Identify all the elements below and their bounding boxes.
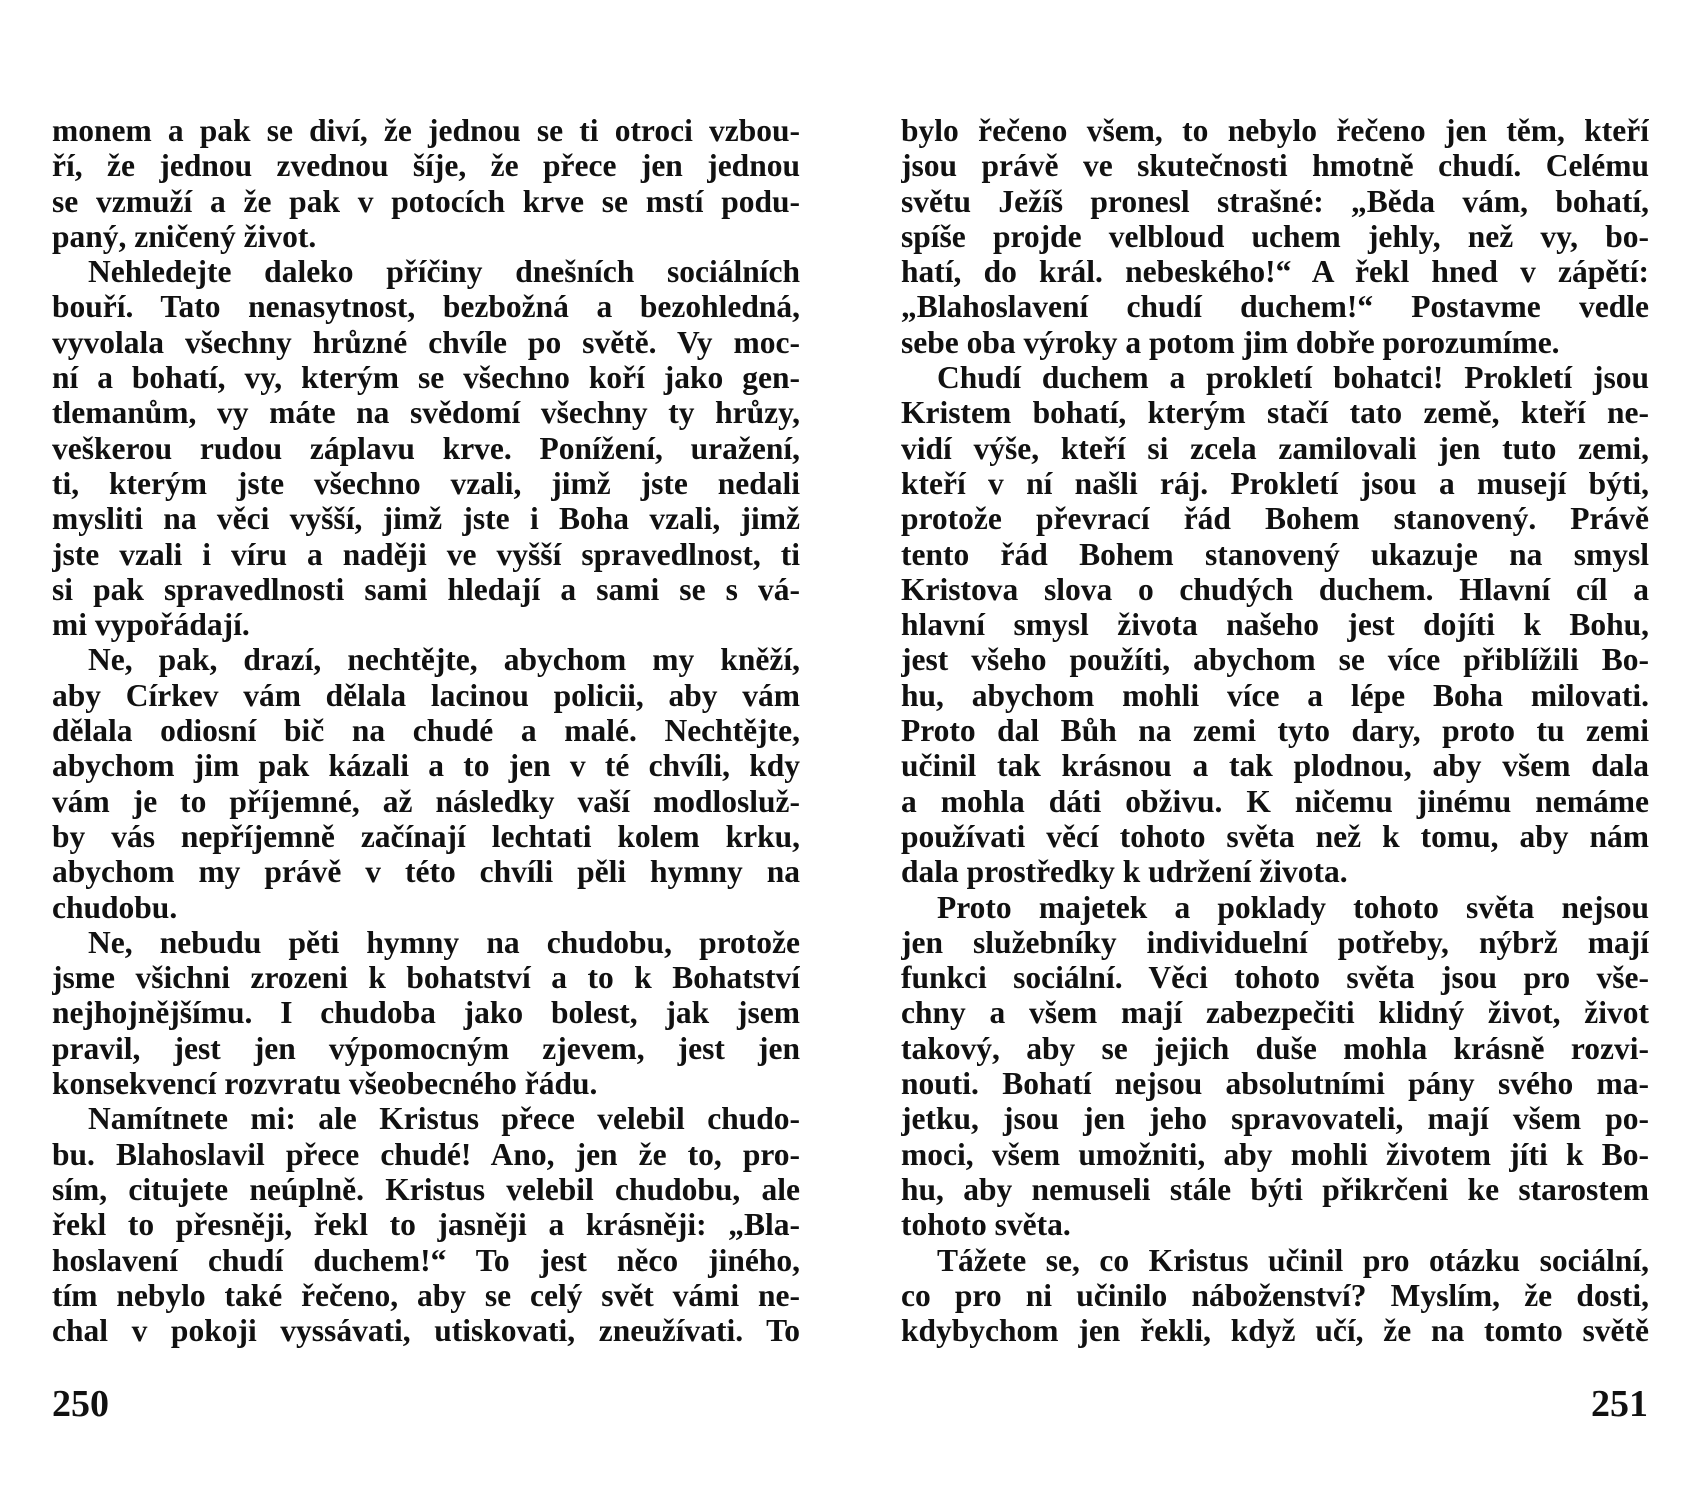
- text-line: bu. Blahoslavil přece chudé! Ano, jen že to, pro-: [52, 1136, 800, 1172]
- text-line: ní a bohatí, vy, kterým se všechno koří jako gen-: [52, 360, 800, 396]
- text-line: se vzmuží a že pak v potocích krve se mstí podu-: [52, 183, 800, 219]
- text-line: mysliti na věci vyšší, jimž jste i Boha vzali, jimž: [52, 501, 800, 537]
- text-line: dělala odiosní bič na chudé a malé. Nechtějte,: [52, 713, 800, 749]
- text-line: tlemanům, vy máte na svědomí všechny ty hrůzy,: [52, 395, 800, 431]
- text-line: jsme všichni zrozeni k bohatství a to k Bohatství: [52, 960, 800, 996]
- text-line: co pro ni učinilo náboženství? Myslím, že dosti,: [901, 1277, 1649, 1313]
- text-line: chal v pokoji vyssávati, utiskovati, zneužívati. To: [52, 1313, 800, 1349]
- text-line: „Blahoslavení chudí duchem!“ Postavme vedle: [901, 289, 1649, 325]
- text-line: vám je to příjemné, až následky vaší modlosluž-: [52, 783, 800, 819]
- text-line: protože převrací řád Bohem stanovený. Právě: [901, 501, 1649, 537]
- text-line: paný, zničený život.: [52, 218, 317, 254]
- text-line: abychom my právě v této chvíli pěli hymny na: [52, 854, 800, 890]
- text-line: monem a pak se diví, že jednou se ti otroci vzbou-: [52, 113, 800, 148]
- text-line: moci, všem umožniti, aby mohli životem jíti k Bo-: [901, 1136, 1649, 1172]
- text-line: Proto dal Bůh na zemi tyto dary, proto tu zemi: [901, 713, 1649, 749]
- text-line: hu, aby nemuseli stále býti přikrčeni ke starostem: [901, 1171, 1649, 1207]
- text-line: bylo řečeno všem, to nebylo řečeno jen těm, kteří: [901, 113, 1649, 148]
- text-line: sím, citujete neúplně. Kristus velebil chudobu, ale: [52, 1171, 800, 1207]
- right-page-number: 251: [1591, 1383, 1648, 1425]
- text-line: jetku, jsou jen jeho spravovateli, mají všem po-: [901, 1101, 1649, 1137]
- text-line: světu Ježíš pronesl strašné: „Běda vám, bohatí,: [901, 183, 1649, 219]
- text-line: řekl to přesněji, řekl to jasněji a krásněji: „Bla-: [52, 1207, 800, 1243]
- text-line: a mohla dáti obživu. K ničemu jinému nemáme: [901, 783, 1649, 819]
- text-line: konsekvencí rozvratu všeobecného řádu.: [52, 1066, 598, 1102]
- text-line: chudobu.: [52, 889, 178, 925]
- text-line: tento řád Bohem stanovený ukazuje na smysl: [901, 536, 1649, 572]
- text-line: nouti. Bohatí nejsou absolutními pány svého ma-: [901, 1066, 1649, 1102]
- text-line: Proto majetek a poklady tohoto světa nejsou: [937, 889, 1649, 925]
- text-line: ti, kterým jste všechno vzali, jimž jste nedali: [52, 465, 800, 501]
- text-line: funkci sociální. Věci tohoto světa jsou pro vše-: [901, 960, 1649, 996]
- text-line: dala prostředky k udržení života.: [901, 854, 1348, 890]
- text-line: nejhojnějšímu. I chudoba jako bolest, jak jsem: [52, 995, 800, 1031]
- text-line: jen služebníky individuelní potřeby, nýbrž mají: [901, 924, 1649, 960]
- text-line: jest všeho použíti, abychom se více přiblížili Bo-: [901, 642, 1649, 678]
- text-line: Chudí duchem a prokletí bohatci! Prokletí jsou: [937, 360, 1649, 396]
- text-line: pravil, jest jen výpomocným zjevem, jest jen: [52, 1030, 800, 1066]
- text-line: Ne, pak, drazí, nechtějte, abychom my kněží,: [88, 642, 800, 678]
- text-line: hu, abychom mohli více a lépe Boha milovati.: [901, 677, 1649, 713]
- text-line: si pak spravedlnosti sami hledají a sami se s vá-: [52, 571, 800, 607]
- text-line: hlavní smysl života našeho jest dojíti k Bohu,: [901, 607, 1649, 643]
- text-line: aby Církev vám dělala lacinou policii, aby vám: [52, 677, 800, 713]
- text-line: sebe oba výroky a potom jim dobře porozumíme.: [901, 324, 1560, 360]
- text-line: veškerou rudou záplavu krve. Ponížení, uražení,: [52, 430, 800, 466]
- text-line: Tážete se, co Kristus učinil pro otázku sociální,: [937, 1242, 1649, 1278]
- right-page-text: [901, 113, 1649, 1348]
- text-line: Ne, nebudu pěti hymny na chudobu, protože: [88, 924, 800, 960]
- text-line: spíše projde velbloud uchem jehly, než vy, bo-: [901, 218, 1649, 254]
- text-line: jste vzali i víru a naději ve vyšší spravedlnost, ti: [52, 536, 800, 572]
- text-line: jsou právě ve skutečnosti hmotně chudí. Celému: [901, 148, 1649, 184]
- text-line: bouří. Tato nenasytnost, bezbožná a bezohledná,: [52, 289, 800, 325]
- text-line: Namítnete mi: ale Kristus přece velebil chudo-: [88, 1101, 800, 1137]
- text-line: tohoto světa.: [901, 1207, 1071, 1243]
- text-line: chny a všem mají zabezpečiti klidný život, život: [901, 995, 1649, 1031]
- text-line: ří, že jednou zvednou šíje, že přece jen jednou: [52, 148, 800, 184]
- right-page: [851, 0, 1702, 1500]
- text-line: učinil tak krásnou a tak plodnou, aby všem dala: [901, 748, 1649, 784]
- text-line: vyvolala všechny hrůzné chvíle po světě. Vy moc-: [52, 324, 800, 360]
- text-line: takový, aby se jejich duše mohla krásně rozvi-: [901, 1030, 1649, 1066]
- text-line: hatí, do král. nebeského!“ A řekl hned v zápětí:: [901, 254, 1649, 290]
- text-line: Nehledejte daleko příčiny dnešních sociálních: [88, 254, 800, 290]
- text-line: Kristova slova o chudých duchem. Hlavní cíl a: [901, 571, 1649, 607]
- text-line: kdybychom jen řekli, když učí, že na tomto světě: [901, 1313, 1649, 1349]
- text-line: vidí výše, kteří si zcela zamilovali jen tuto zemi,: [901, 430, 1649, 466]
- text-line: by vás nepříjemně začínají lechtati kolem krku,: [52, 818, 800, 854]
- text-line: hoslavení chudí duchem!“ To jest něco jiného,: [52, 1242, 800, 1278]
- text-line: kteří v ní našli ráj. Prokletí jsou a musejí býti,: [901, 465, 1649, 501]
- text-line: Kristem bohatí, kterým stačí tato země, kteří ne-: [901, 395, 1649, 431]
- text-line: abychom jim pak kázali a to jen v té chvíli, kdy: [52, 748, 800, 784]
- left-page-number: 250: [52, 1383, 109, 1425]
- left-page-text: [52, 113, 800, 1348]
- text-line: tím nebylo také řečeno, aby se celý svět vámi ne-: [52, 1277, 800, 1313]
- text-line: mi vypořádají.: [52, 607, 250, 643]
- text-line: používati věcí tohoto světa než k tomu, aby nám: [901, 818, 1649, 854]
